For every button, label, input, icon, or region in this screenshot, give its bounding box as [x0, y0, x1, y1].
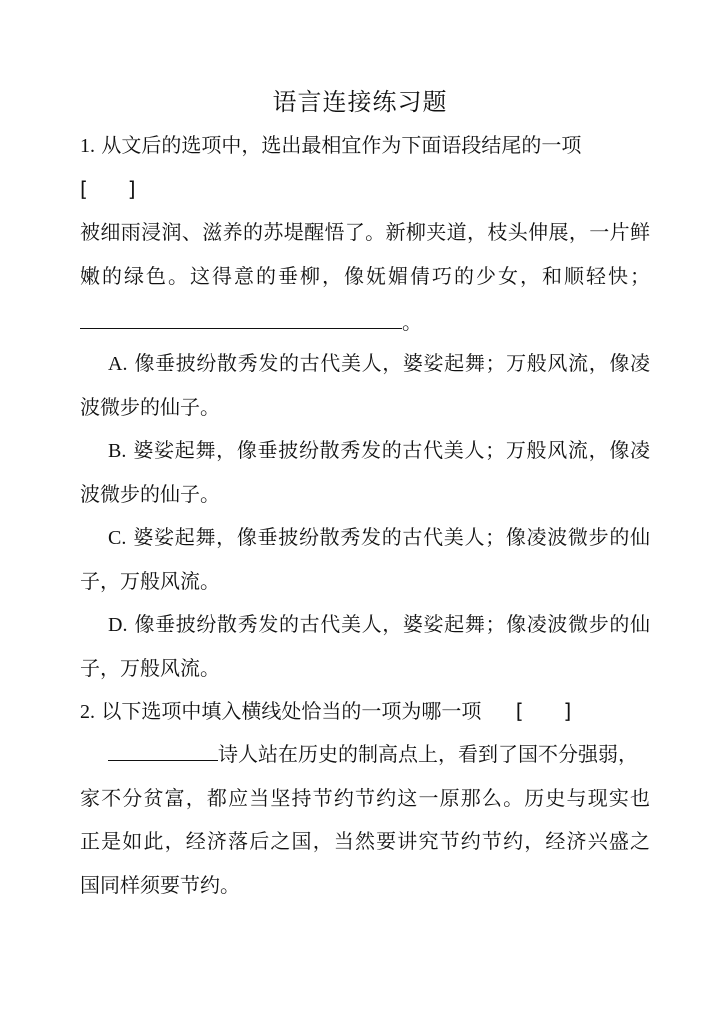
option-a-letter: A.: [108, 353, 128, 375]
question-1-stem: [80, 130, 650, 161]
option-d-letter: D.: [108, 614, 128, 636]
question-1-text: 从文后的选项中，选出最相宜作为下面语段结尾的一项: [101, 133, 582, 157]
option-c-line-1: [108, 522, 650, 553]
page-title: 语言连接练习题: [272, 88, 448, 116]
question-1-number: 1.: [80, 135, 95, 157]
question-2-answer-bracket: [ ]: [515, 699, 572, 723]
option-b-letter: B.: [108, 440, 127, 462]
option-a-line-2: 波微步的仙子。: [80, 395, 220, 419]
option-b-line-2: 波微步的仙子。: [80, 482, 220, 506]
question-2-fill-in-blank: [108, 740, 218, 761]
option-b-line-1: [108, 435, 650, 466]
question-2-number: 2.: [80, 701, 95, 723]
fill-in-blank: [80, 308, 402, 329]
blank-end-punctuation: 。: [402, 310, 422, 334]
question-2-text: 以下选项中填入横线处恰当的一项为哪一项: [101, 699, 482, 723]
passage-line-1: 被细雨浸润、滋养的苏堤醒悟了。新柳夹道，枝头伸展，一片鲜: [80, 220, 650, 244]
option-d-text: 像垂披纷散秀发的古代美人，婆娑起舞；像凌波微步的仙: [134, 612, 651, 636]
question-2-line-1-text: 诗人站在历史的制高点上，看到了国不分强弱，: [218, 742, 638, 766]
passage-line-2: 嫩的绿色。这得意的垂柳，像妩媚倩巧的少女，和顺轻快；: [80, 264, 650, 288]
question-1-answer-bracket: [80, 174, 650, 204]
option-d-line-2: 子，万般风流。: [80, 656, 220, 680]
option-c-line-2: 子，万般风流。: [80, 569, 220, 593]
question-2-line-4: 国同样须要节约。: [80, 873, 240, 897]
option-a-line-1: [108, 348, 650, 379]
question-2-line-1: [108, 739, 650, 769]
question-2-line-2: 家不分贫富，都应当坚持节约节约这一原那么。历史与现实也: [80, 786, 650, 810]
question-2-stem: [80, 696, 650, 727]
fill-in-blank-line: [80, 307, 650, 337]
option-c-text: 婆娑起舞，像垂披纷散秀发的古代美人；像凌波微步的仙: [133, 525, 651, 549]
option-d-line-1: [108, 609, 650, 640]
question-2-line-3: 正是如此，经济落后之国，当然要讲究节约节约，经济兴盛之: [80, 829, 650, 853]
answer-bracket: [ ]: [80, 177, 136, 201]
option-b-text: 婆娑起舞，像垂披纷散秀发的古代美人；万般风流，像凌: [133, 438, 651, 462]
option-c-letter: C.: [108, 527, 127, 549]
option-a-text: 像垂披纷散秀发的古代美人，婆娑起舞；万般风流，像凌: [134, 351, 651, 375]
